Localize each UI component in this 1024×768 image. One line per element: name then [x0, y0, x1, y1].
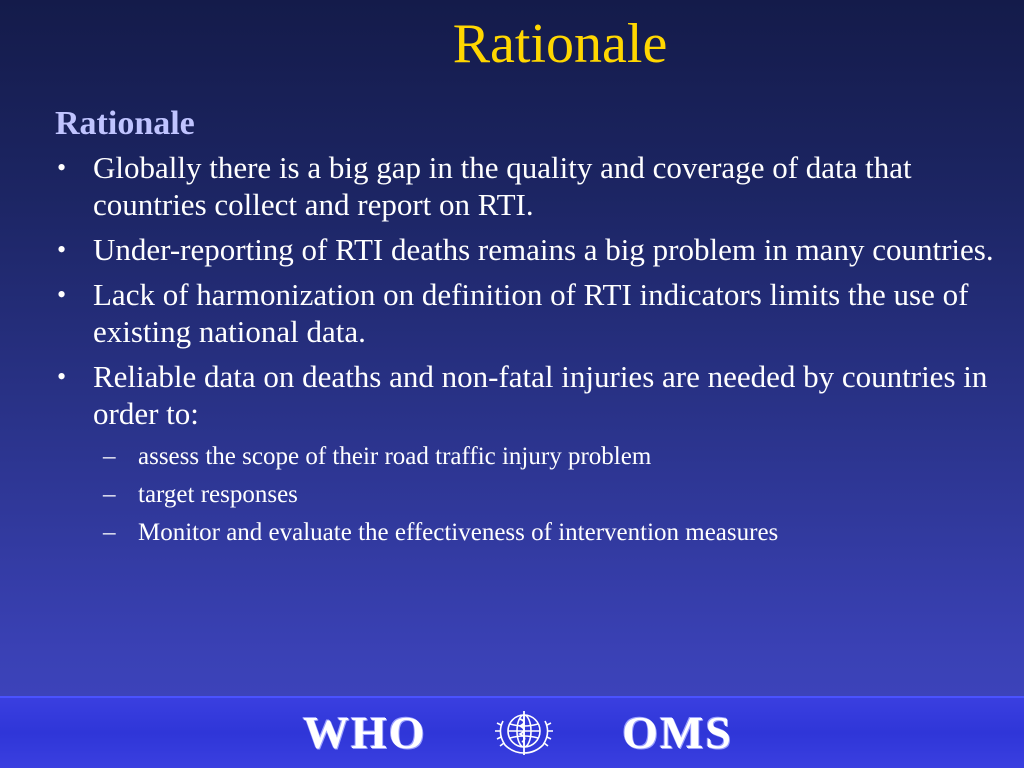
sub-bullet-text: target responses [138, 480, 298, 508]
bullet-icon: • [57, 279, 67, 309]
bullet-icon: • [57, 234, 67, 264]
sub-bullet-text: assess the scope of their road traffic injury problem [138, 442, 652, 470]
logo-oms-text: OMS [622, 707, 733, 758]
bullet-text: Globally there is a big gap in the quality and coverage of data that countries collect and report on RTI. [93, 149, 912, 222]
who-oms-logo [303, 707, 733, 759]
sub-bullet-text: Monitor and evaluate the effectiveness of intervention measures [138, 518, 779, 546]
bullet-text: Lack of harmonization on definition of RTI indicators limits the use of existing national data. [93, 276, 969, 349]
dash-icon: – [103, 518, 116, 546]
sub-bullet-item [93, 514, 995, 552]
bullet-icon: • [57, 152, 67, 182]
dash-icon: – [103, 442, 116, 470]
bullet-item [55, 276, 995, 350]
sub-bullet-list [93, 438, 995, 552]
section-subheading: Rationale [55, 105, 195, 142]
bullet-text: Under-reporting of RTI deaths remains a big problem in many countries. [93, 231, 994, 267]
bullet-list [55, 149, 995, 552]
footer-band [0, 696, 1024, 768]
bullet-text: Reliable data on deaths and non-fatal injuries are needed by countries in order to: [93, 358, 988, 431]
sub-bullet-item [93, 438, 995, 476]
logo-who-text: WHO [303, 707, 427, 758]
bullet-item [55, 358, 995, 552]
slide-content [55, 104, 995, 560]
bullet-item [55, 149, 995, 223]
sub-bullet-item [93, 476, 995, 514]
bullet-item [55, 231, 995, 268]
dash-icon: – [103, 480, 116, 508]
slide-title-container [300, 12, 820, 76]
bullet-icon: • [57, 361, 67, 391]
slide-title: Rationale [452, 13, 668, 75]
who-emblem-icon [489, 707, 559, 759]
